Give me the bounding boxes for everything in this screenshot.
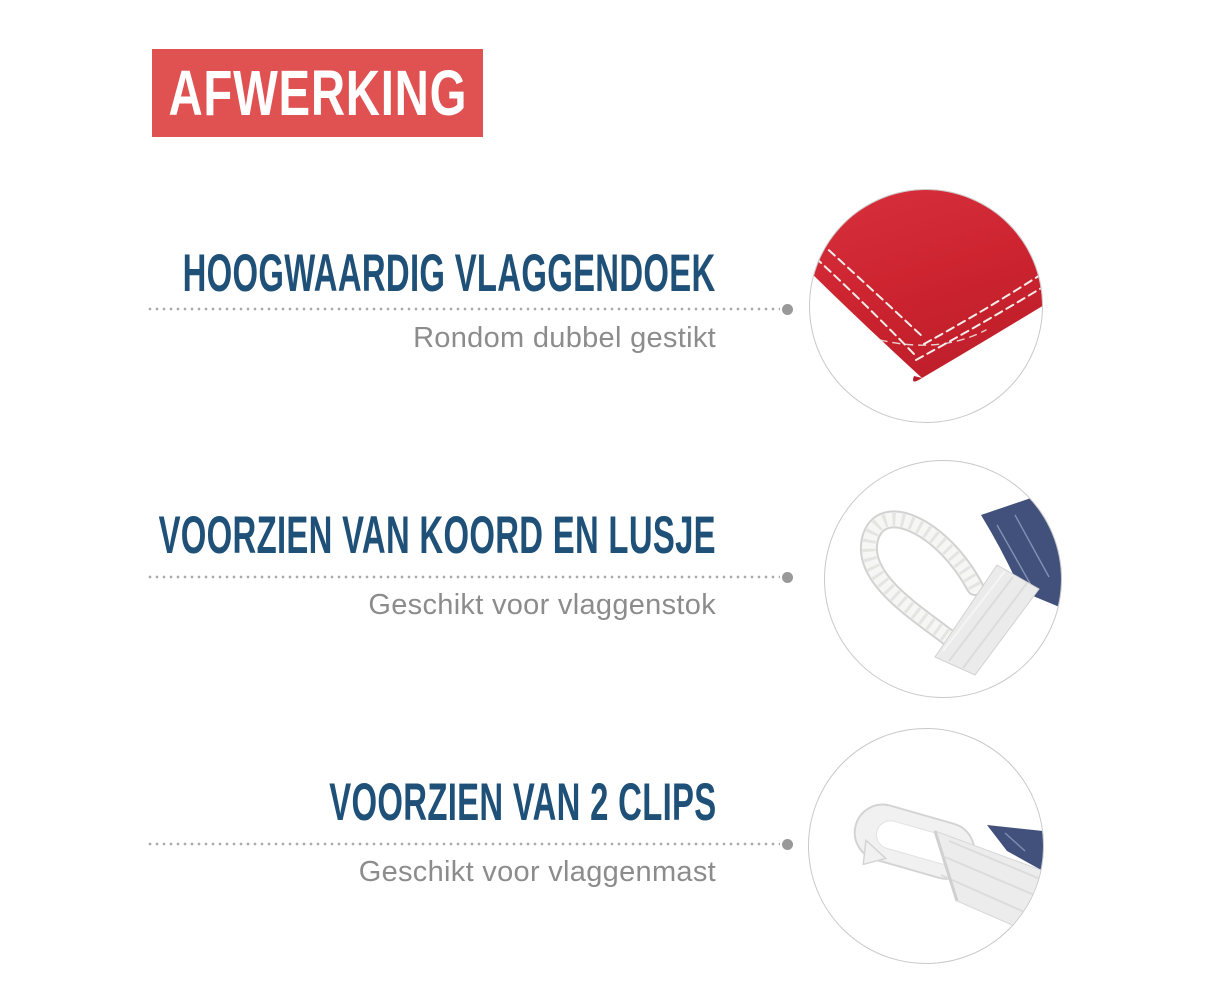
clip-photo bbox=[808, 728, 1044, 964]
leader-end-dot bbox=[782, 572, 793, 583]
feature-2-title: VOORZIEN VAN KOORD EN LUSJE bbox=[158, 506, 716, 565]
feature-3-title: VOORZIEN VAN 2 CLIPS bbox=[328, 773, 716, 832]
leader-end-dot bbox=[782, 304, 793, 315]
fabric-corner-illustration bbox=[810, 190, 1042, 422]
cord-loop-illustration bbox=[825, 461, 1061, 697]
feature-1-leader-line bbox=[148, 307, 780, 311]
leader-end-dot bbox=[782, 839, 793, 850]
clip-illustration bbox=[809, 729, 1043, 963]
cord-loop-photo bbox=[824, 460, 1062, 698]
feature-3-subtitle: Geschikt voor vlaggenmast bbox=[358, 856, 716, 888]
header-banner bbox=[152, 49, 483, 137]
feature-1-title: HOOGWAARDIG VLAGGENDOEK bbox=[183, 244, 716, 303]
page-title: AFWERKING bbox=[168, 57, 467, 129]
feature-2-leader-line bbox=[148, 575, 780, 579]
feature-3-leader-line bbox=[148, 842, 780, 846]
feature-1-subtitle: Rondom dubbel gestikt bbox=[413, 322, 716, 354]
feature-2-subtitle: Geschikt voor vlaggenstok bbox=[368, 589, 716, 621]
fabric-corner-photo bbox=[809, 189, 1043, 423]
